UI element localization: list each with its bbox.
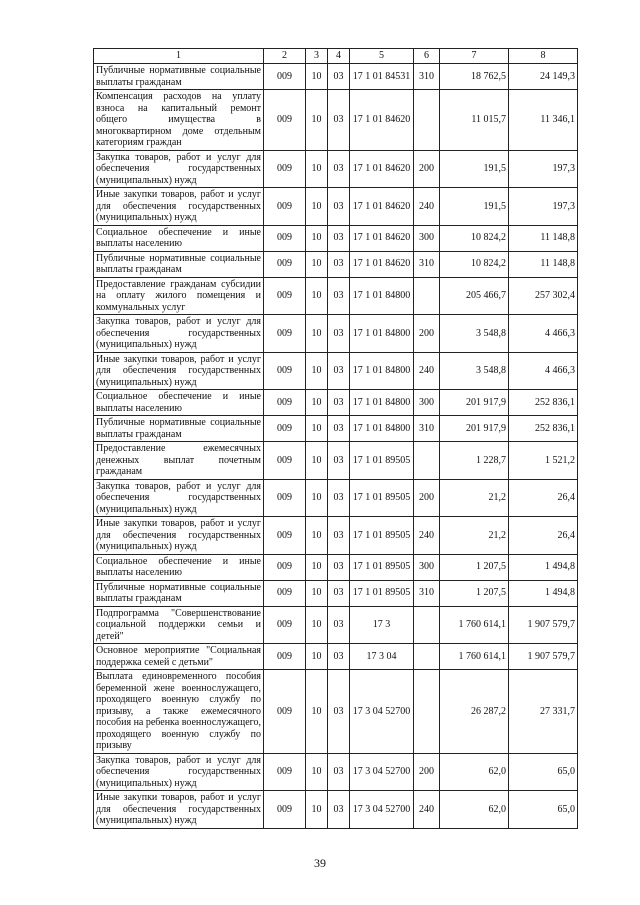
row-name-cell: Закупка товаров, работ и услуг для обеспечения государственных (муниципальных) нужд: [94, 150, 264, 188]
row-name-cell: Закупка товаров, работ и услуг для обеспечения государственных (муниципальных) нужд: [94, 753, 264, 791]
section-code-cell: 10: [306, 606, 328, 644]
target-article-cell: 17 1 01 84800: [350, 352, 414, 390]
amount-year1-cell: 1 760 614,1: [440, 644, 509, 670]
target-article-cell: 17 1 01 84800: [350, 416, 414, 442]
expense-type-cell: [414, 277, 440, 315]
section-code-cell: 10: [306, 791, 328, 829]
row-name-cell: Публичные нормативные социальные выплаты гражданам: [94, 416, 264, 442]
amount-year1-cell: 201 917,9: [440, 390, 509, 416]
section-code-cell: 10: [306, 442, 328, 480]
section-code-cell: 10: [306, 150, 328, 188]
table-row: [94, 150, 578, 188]
amount-year1-cell: 1 760 614,1: [440, 606, 509, 644]
section-code-cell: 10: [306, 753, 328, 791]
amount-year2-cell: 11 148,8: [509, 225, 578, 251]
target-article-cell: 17 1 01 84620: [350, 150, 414, 188]
ministry-code-cell: 009: [264, 580, 306, 606]
ministry-code-cell: 009: [264, 277, 306, 315]
amount-year2-cell: 197,3: [509, 150, 578, 188]
ministry-code-cell: 009: [264, 90, 306, 151]
table-row: [94, 90, 578, 151]
subsection-code-cell: 03: [328, 90, 350, 151]
ministry-code-cell: 009: [264, 315, 306, 353]
ministry-code-cell: 009: [264, 791, 306, 829]
section-code-cell: 10: [306, 517, 328, 555]
column-header: 5: [350, 49, 414, 64]
page-number: 39: [314, 856, 326, 870]
header-row: [94, 49, 578, 64]
expense-type-cell: 310: [414, 416, 440, 442]
ministry-code-cell: 009: [264, 479, 306, 517]
ministry-code-cell: 009: [264, 554, 306, 580]
amount-year2-cell: 4 466,3: [509, 352, 578, 390]
subsection-code-cell: 03: [328, 791, 350, 829]
target-article-cell: 17 1 01 84800: [350, 277, 414, 315]
amount-year2-cell: 65,0: [509, 753, 578, 791]
table-row: [94, 390, 578, 416]
ministry-code-cell: 009: [264, 390, 306, 416]
subsection-code-cell: 03: [328, 644, 350, 670]
row-name-cell: Публичные нормативные социальные выплаты гражданам: [94, 580, 264, 606]
row-name-cell: Компенсация расходов на уплату взноса на капитальный ремонт общего имущества в многоквартирном доме отдельным категориям граждан: [94, 90, 264, 151]
amount-year2-cell: 4 466,3: [509, 315, 578, 353]
ministry-code-cell: 009: [264, 352, 306, 390]
subsection-code-cell: 03: [328, 479, 350, 517]
target-article-cell: 17 1 01 84531: [350, 64, 414, 90]
table-row: [94, 188, 578, 226]
amount-year2-cell: 65,0: [509, 791, 578, 829]
expense-type-cell: 200: [414, 753, 440, 791]
expense-type-cell: [414, 670, 440, 754]
expense-type-cell: 240: [414, 791, 440, 829]
section-code-cell: 10: [306, 580, 328, 606]
ministry-code-cell: 009: [264, 670, 306, 754]
ministry-code-cell: 009: [264, 251, 306, 277]
amount-year1-cell: 201 917,9: [440, 416, 509, 442]
section-code-cell: 10: [306, 479, 328, 517]
table-row: [94, 517, 578, 555]
subsection-code-cell: 03: [328, 315, 350, 353]
section-code-cell: 10: [306, 352, 328, 390]
expense-type-cell: 310: [414, 64, 440, 90]
row-name-cell: Предоставление гражданам субсидии на оплату жилого помещения и коммунальных услуг: [94, 277, 264, 315]
table-row: [94, 442, 578, 480]
expense-type-cell: 240: [414, 517, 440, 555]
ministry-code-cell: 009: [264, 188, 306, 226]
table-row: [94, 352, 578, 390]
amount-year1-cell: 26 287,2: [440, 670, 509, 754]
section-code-cell: 10: [306, 64, 328, 90]
expense-type-cell: 310: [414, 251, 440, 277]
target-article-cell: 17 3: [350, 606, 414, 644]
subsection-code-cell: 03: [328, 277, 350, 315]
amount-year1-cell: 62,0: [440, 753, 509, 791]
table-row: [94, 670, 578, 754]
table-row: [94, 753, 578, 791]
target-article-cell: 17 1 01 84620: [350, 251, 414, 277]
amount-year1-cell: 3 548,8: [440, 315, 509, 353]
amount-year1-cell: 1 228,7: [440, 442, 509, 480]
row-name-cell: Подпрограмма "Совершенствование социальной поддержки семьи и детей": [94, 606, 264, 644]
target-article-cell: 17 1 01 89505: [350, 442, 414, 480]
amount-year2-cell: 1 907 579,7: [509, 606, 578, 644]
target-article-cell: 17 1 01 84620: [350, 90, 414, 151]
amount-year2-cell: 252 836,1: [509, 390, 578, 416]
row-name-cell: Предоставление ежемесячных денежных выплат почетным гражданам: [94, 442, 264, 480]
amount-year2-cell: 27 331,7: [509, 670, 578, 754]
table-row: [94, 225, 578, 251]
target-article-cell: 17 1 01 89505: [350, 580, 414, 606]
amount-year2-cell: 1 521,2: [509, 442, 578, 480]
subsection-code-cell: 03: [328, 251, 350, 277]
expense-type-cell: 240: [414, 188, 440, 226]
row-name-cell: Социальное обеспечение и иные выплаты населению: [94, 225, 264, 251]
row-name-cell: Закупка товаров, работ и услуг для обеспечения государственных (муниципальных) нужд: [94, 479, 264, 517]
amount-year1-cell: 1 207,5: [440, 554, 509, 580]
budget-table: [93, 48, 578, 829]
row-name-cell: Иные закупки товаров, работ и услуг для обеспечения государственных (муниципальных) нужд: [94, 352, 264, 390]
table-row: [94, 64, 578, 90]
amount-year1-cell: 1 207,5: [440, 580, 509, 606]
amount-year2-cell: 26,4: [509, 479, 578, 517]
row-name-cell: Социальное обеспечение и иные выплаты населению: [94, 554, 264, 580]
target-article-cell: 17 1 01 89505: [350, 554, 414, 580]
section-code-cell: 10: [306, 90, 328, 151]
subsection-code-cell: 03: [328, 580, 350, 606]
ministry-code-cell: 009: [264, 644, 306, 670]
section-code-cell: 10: [306, 315, 328, 353]
ministry-code-cell: 009: [264, 753, 306, 791]
amount-year2-cell: 24 149,3: [509, 64, 578, 90]
row-name-cell: Социальное обеспечение и иные выплаты населению: [94, 390, 264, 416]
amount-year2-cell: 26,4: [509, 517, 578, 555]
amount-year2-cell: 1 494,8: [509, 580, 578, 606]
subsection-code-cell: 03: [328, 670, 350, 754]
target-article-cell: 17 3 04: [350, 644, 414, 670]
subsection-code-cell: 03: [328, 606, 350, 644]
section-code-cell: 10: [306, 644, 328, 670]
table-row: [94, 479, 578, 517]
row-name-cell: Иные закупки товаров, работ и услуг для обеспечения государственных (муниципальных) нужд: [94, 517, 264, 555]
expense-type-cell: [414, 90, 440, 151]
section-code-cell: 10: [306, 225, 328, 251]
amount-year2-cell: 1 494,8: [509, 554, 578, 580]
expense-type-cell: 310: [414, 580, 440, 606]
target-article-cell: 17 1 01 84800: [350, 315, 414, 353]
target-article-cell: 17 1 01 84620: [350, 225, 414, 251]
subsection-code-cell: 03: [328, 753, 350, 791]
table-row: [94, 554, 578, 580]
amount-year2-cell: 252 836,1: [509, 416, 578, 442]
subsection-code-cell: 03: [328, 554, 350, 580]
target-article-cell: 17 1 01 89505: [350, 517, 414, 555]
subsection-code-cell: 03: [328, 150, 350, 188]
expense-type-cell: 240: [414, 352, 440, 390]
amount-year1-cell: 191,5: [440, 150, 509, 188]
amount-year1-cell: 205 466,7: [440, 277, 509, 315]
amount-year1-cell: 10 824,2: [440, 251, 509, 277]
amount-year2-cell: 197,3: [509, 188, 578, 226]
table-row: [94, 580, 578, 606]
ministry-code-cell: 009: [264, 416, 306, 442]
target-article-cell: 17 1 01 84620: [350, 188, 414, 226]
ministry-code-cell: 009: [264, 64, 306, 90]
ministry-code-cell: 009: [264, 517, 306, 555]
subsection-code-cell: 03: [328, 416, 350, 442]
row-name-cell: Закупка товаров, работ и услуг для обеспечения государственных (муниципальных) нужд: [94, 315, 264, 353]
expense-type-cell: 300: [414, 390, 440, 416]
ministry-code-cell: 009: [264, 150, 306, 188]
expense-type-cell: 300: [414, 225, 440, 251]
subsection-code-cell: 03: [328, 442, 350, 480]
row-name-cell: Основное мероприятие "Социальная поддержка семей с детьми": [94, 644, 264, 670]
table-row: [94, 251, 578, 277]
target-article-cell: 17 3 04 52700: [350, 791, 414, 829]
amount-year1-cell: 18 762,5: [440, 64, 509, 90]
amount-year2-cell: 257 302,4: [509, 277, 578, 315]
amount-year1-cell: 62,0: [440, 791, 509, 829]
subsection-code-cell: 03: [328, 225, 350, 251]
column-header: 2: [264, 49, 306, 64]
column-header: 6: [414, 49, 440, 64]
amount-year1-cell: 3 548,8: [440, 352, 509, 390]
column-header: 7: [440, 49, 509, 64]
row-name-cell: Иные закупки товаров, работ и услуг для обеспечения государственных (муниципальных) нужд: [94, 791, 264, 829]
table-row: [94, 644, 578, 670]
row-name-cell: Публичные нормативные социальные выплаты гражданам: [94, 64, 264, 90]
table-row: [94, 416, 578, 442]
amount-year2-cell: 1 907 579,7: [509, 644, 578, 670]
column-header: 4: [328, 49, 350, 64]
target-article-cell: 17 1 01 84800: [350, 390, 414, 416]
column-header: 1: [94, 49, 264, 64]
section-code-cell: 10: [306, 670, 328, 754]
target-article-cell: 17 3 04 52700: [350, 753, 414, 791]
ministry-code-cell: 009: [264, 225, 306, 251]
row-name-cell: Иные закупки товаров, работ и услуг для обеспечения государственных (муниципальных) нужд: [94, 188, 264, 226]
amount-year2-cell: 11 148,8: [509, 251, 578, 277]
expense-type-cell: [414, 606, 440, 644]
section-code-cell: 10: [306, 390, 328, 416]
expense-type-cell: 200: [414, 150, 440, 188]
ministry-code-cell: 009: [264, 442, 306, 480]
subsection-code-cell: 03: [328, 390, 350, 416]
subsection-code-cell: 03: [328, 64, 350, 90]
expense-type-cell: [414, 442, 440, 480]
amount-year1-cell: 11 015,7: [440, 90, 509, 151]
section-code-cell: 10: [306, 554, 328, 580]
subsection-code-cell: 03: [328, 352, 350, 390]
expense-type-cell: 300: [414, 554, 440, 580]
subsection-code-cell: 03: [328, 188, 350, 226]
section-code-cell: 10: [306, 277, 328, 315]
table-row: [94, 315, 578, 353]
amount-year1-cell: 10 824,2: [440, 225, 509, 251]
subsection-code-cell: 03: [328, 517, 350, 555]
amount-year1-cell: 191,5: [440, 188, 509, 226]
ministry-code-cell: 009: [264, 606, 306, 644]
column-header: 8: [509, 49, 578, 64]
table-row: [94, 791, 578, 829]
expense-type-cell: [414, 644, 440, 670]
amount-year1-cell: 21,2: [440, 517, 509, 555]
amount-year2-cell: 11 346,1: [509, 90, 578, 151]
row-name-cell: Выплата единовременного пособия беременной жене военнослужащего, проходящего военную службу по призыву, а также ежемесячного пособия на ребенка военнослужащего, проходящего военную службу по призыву: [94, 670, 264, 754]
row-name-cell: Публичные нормативные социальные выплаты гражданам: [94, 251, 264, 277]
table-row: [94, 606, 578, 644]
section-code-cell: 10: [306, 251, 328, 277]
target-article-cell: 17 3 04 52700: [350, 670, 414, 754]
column-header: 3: [306, 49, 328, 64]
section-code-cell: 10: [306, 416, 328, 442]
amount-year1-cell: 21,2: [440, 479, 509, 517]
table-row: [94, 277, 578, 315]
expense-type-cell: 200: [414, 315, 440, 353]
expense-type-cell: 200: [414, 479, 440, 517]
target-article-cell: 17 1 01 89505: [350, 479, 414, 517]
section-code-cell: 10: [306, 188, 328, 226]
